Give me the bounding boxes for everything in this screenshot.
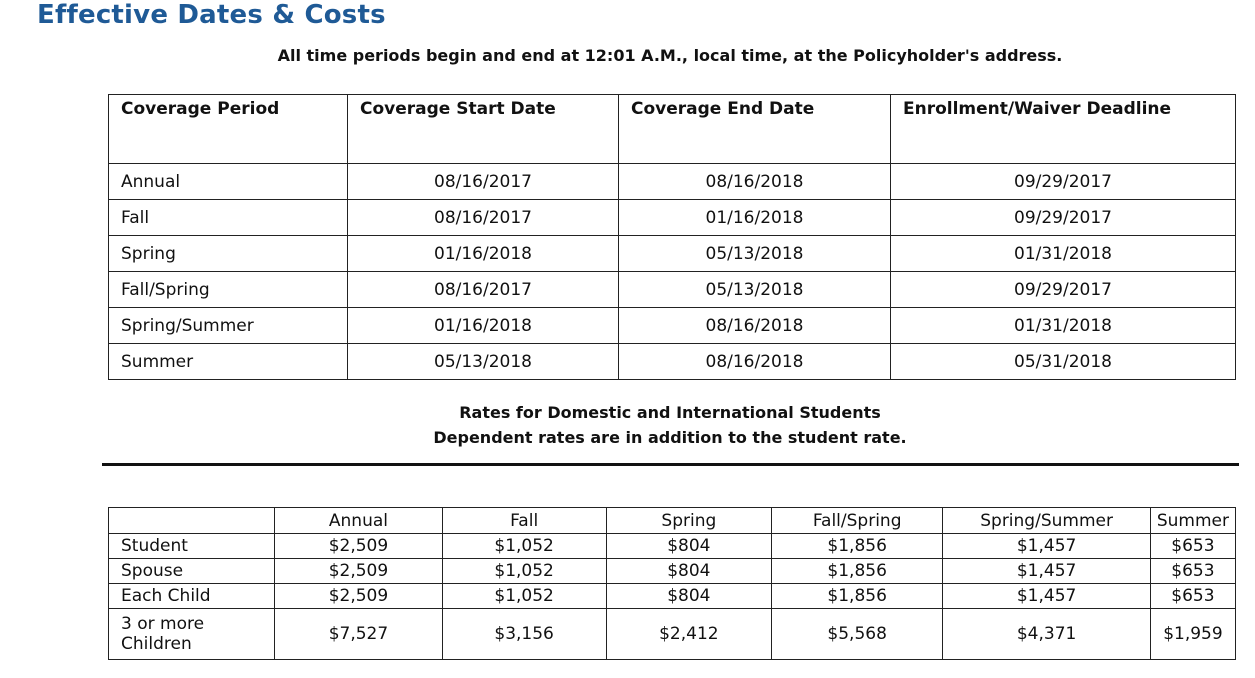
- date-cell: 08/16/2018: [619, 344, 891, 380]
- coverage-period-cell: Summer: [109, 344, 348, 380]
- table-row: [109, 534, 1236, 559]
- date-cell: 05/13/2018: [348, 344, 619, 380]
- rate-cell: $4,371: [943, 609, 1151, 660]
- date-cell: 01/16/2018: [348, 236, 619, 272]
- coverage-period-cell: Spring: [109, 236, 348, 272]
- table-row: [109, 559, 1236, 584]
- member-type-cell: Spouse: [109, 559, 275, 584]
- column-header: Coverage End Date: [619, 95, 891, 164]
- coverage-period-cell: Fall: [109, 200, 348, 236]
- rate-cell: $804: [606, 584, 771, 609]
- rate-cell: $1,856: [771, 584, 942, 609]
- column-header: Enrollment/Waiver Deadline: [891, 95, 1236, 164]
- date-cell: 09/29/2017: [891, 272, 1236, 308]
- rate-cell: $1,959: [1150, 609, 1235, 660]
- date-cell: 01/31/2018: [891, 236, 1236, 272]
- rate-cell: $2,412: [606, 609, 771, 660]
- table-row: [109, 236, 1236, 272]
- rate-cell: $804: [606, 534, 771, 559]
- column-header: Coverage Period: [109, 95, 348, 164]
- column-header: Fall: [442, 508, 606, 534]
- table-row: [109, 200, 1236, 236]
- rate-cell: $1,856: [771, 534, 942, 559]
- table-row: [109, 584, 1236, 609]
- member-type-cell: Each Child: [109, 584, 275, 609]
- coverage-period-cell: Spring/Summer: [109, 308, 348, 344]
- column-header: Coverage Start Date: [348, 95, 619, 164]
- column-header: Spring: [606, 508, 771, 534]
- rate-cell: $653: [1150, 584, 1235, 609]
- rate-cell: $653: [1150, 559, 1235, 584]
- date-cell: 01/16/2018: [619, 200, 891, 236]
- table-row: [109, 609, 1236, 660]
- rates-heading: Rates for Domestic and International Students: [459, 403, 881, 422]
- rate-cell: $804: [606, 559, 771, 584]
- date-cell: 09/29/2017: [891, 164, 1236, 200]
- column-header: Spring/Summer: [943, 508, 1151, 534]
- table-header-row: [109, 95, 1236, 164]
- date-cell: 01/31/2018: [891, 308, 1236, 344]
- rate-cell: $1,052: [442, 559, 606, 584]
- rate-cell: $2,509: [275, 584, 442, 609]
- page-title: Effective Dates & Costs: [37, 0, 386, 30]
- table-row: [109, 308, 1236, 344]
- coverage-dates-table: [108, 94, 1236, 380]
- date-cell: 08/16/2017: [348, 164, 619, 200]
- member-type-cell: 3 or more Children: [109, 609, 275, 660]
- date-cell: 05/13/2018: [619, 236, 891, 272]
- rate-cell: $1,457: [943, 584, 1151, 609]
- column-header: [109, 508, 275, 534]
- rates-subheading: Dependent rates are in addition to the student rate.: [433, 428, 907, 447]
- rate-cell: $653: [1150, 534, 1235, 559]
- rate-cell: $7,527: [275, 609, 442, 660]
- date-cell: 05/31/2018: [891, 344, 1236, 380]
- rate-cell: $3,156: [442, 609, 606, 660]
- date-cell: 05/13/2018: [619, 272, 891, 308]
- column-header: Summer: [1150, 508, 1235, 534]
- date-cell: 09/29/2017: [891, 200, 1236, 236]
- rate-cell: $1,856: [771, 559, 942, 584]
- rate-cell: $2,509: [275, 559, 442, 584]
- rate-cell: $1,457: [943, 559, 1151, 584]
- column-header: Annual: [275, 508, 442, 534]
- date-cell: 08/16/2017: [348, 200, 619, 236]
- date-cell: 08/16/2018: [619, 164, 891, 200]
- column-header: Fall/Spring: [771, 508, 942, 534]
- date-cell: 08/16/2018: [619, 308, 891, 344]
- rate-cell: $5,568: [771, 609, 942, 660]
- table-header-row: [109, 508, 1236, 534]
- time-period-note: All time periods begin and end at 12:01 A.M., local time, at the Policyholder's address.: [277, 46, 1063, 65]
- rate-cell: $1,052: [442, 534, 606, 559]
- table-row: [109, 164, 1236, 200]
- rate-cell: $1,457: [943, 534, 1151, 559]
- section-divider: [102, 463, 1239, 466]
- rates-table: [108, 507, 1236, 660]
- date-cell: 01/16/2018: [348, 308, 619, 344]
- coverage-period-cell: Annual: [109, 164, 348, 200]
- table-row: [109, 344, 1236, 380]
- member-type-cell: Student: [109, 534, 275, 559]
- coverage-period-cell: Fall/Spring: [109, 272, 348, 308]
- table-row: [109, 272, 1236, 308]
- rate-cell: $1,052: [442, 584, 606, 609]
- date-cell: 08/16/2017: [348, 272, 619, 308]
- rate-cell: $2,509: [275, 534, 442, 559]
